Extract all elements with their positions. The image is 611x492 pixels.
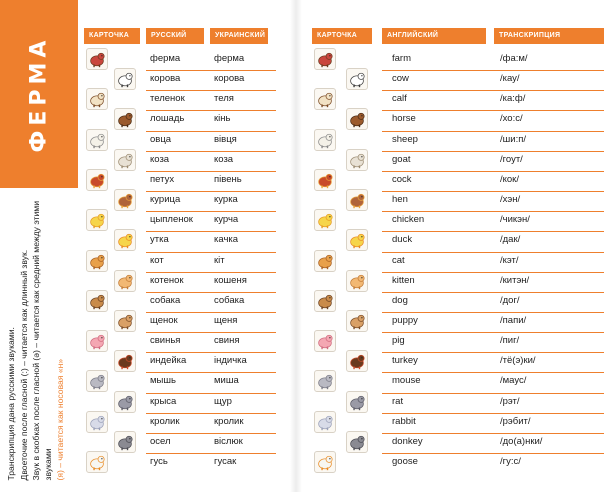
dog-icon [86,290,108,312]
note-line: Звук в скобках после гласной (ә) – читается как средний между этими звуками [31,200,53,480]
russian-word: теленок [150,93,185,105]
table-row [146,413,276,433]
row-divider [146,272,276,273]
puppy-icon [115,311,135,331]
section-banner [0,0,78,188]
calf-icon [315,89,335,109]
rat-icon [115,392,135,412]
row-divider [382,252,604,253]
cow-icon [114,68,136,90]
row-divider [146,191,276,192]
puppy-icon [346,310,368,332]
pig-icon [87,331,107,351]
table-row [382,352,604,372]
english-word: duck [392,234,413,246]
ukrainian-word: корова [214,73,245,85]
horse-icon [115,109,135,129]
transcription: /китэн/ [500,274,530,286]
puppy-icon [114,310,136,332]
ukrainian-word: собака [214,294,245,306]
english-word: mouse [392,375,421,387]
goat-icon [347,150,367,170]
english-word: cock [392,173,412,185]
row-divider [382,70,604,71]
row-divider [382,272,604,273]
transcription: /чикэн/ [500,214,530,226]
mouse-icon [87,371,107,391]
calf-icon [87,89,107,109]
row-divider [382,211,604,212]
cow-icon [346,68,368,90]
english-word: goose [392,456,418,467]
ukrainian-word: віслюк [214,435,243,447]
duck-icon [115,230,135,250]
sheep-icon [314,129,336,151]
duck-icon [346,229,368,251]
transcription: /кау/ [500,73,520,85]
row-divider [382,90,604,91]
goat-icon [115,150,135,170]
table-row [146,110,276,130]
kitten-icon [347,271,367,291]
russian-word: крыса [150,395,177,407]
english-word: hen [392,194,408,206]
ukrainian-word: коза [214,153,234,165]
rabbit-icon [315,412,335,432]
kitten-icon [115,271,135,291]
russian-word: мышь [150,375,176,387]
farm-icon [87,49,107,69]
goose-icon [86,451,108,473]
calf-icon [86,88,108,110]
header-ukrainian: УКРАИНСКИЙ [210,28,268,44]
table-row [382,393,604,413]
hen-icon [347,190,367,210]
table-row [382,110,604,130]
table-row [382,332,604,352]
english-word: horse [392,113,416,125]
header-card: КАРТОЧКА [84,28,140,44]
transcription: /фа:м/ [500,53,528,64]
rooster-icon [314,169,336,191]
table-row [382,171,604,191]
table-row [382,252,604,272]
row-divider [382,393,604,394]
table-row [382,191,604,211]
kitten-icon [346,270,368,292]
table-row [146,252,276,272]
russian-word: осел [150,435,171,447]
table-row [382,453,604,473]
ukrainian-word: щеня [214,314,238,326]
goat-icon [346,149,368,171]
transcription: /дог/ [500,294,520,306]
table-row [146,171,276,191]
donkey-icon [346,431,368,453]
horse-icon [346,108,368,130]
row-divider [382,453,604,454]
ukrainian-word: свиня [214,335,240,347]
cat-icon [86,250,108,272]
table-row [146,191,276,211]
sheep-icon [87,130,107,150]
table-row [146,90,276,110]
english-word: sheep [392,133,418,145]
hen-icon [114,189,136,211]
table-row [146,70,276,90]
table-row [146,50,276,70]
ukrainian-word: кіт [214,254,225,266]
transcription: /гу:с/ [500,456,521,467]
table-row [146,352,276,372]
english-word: puppy [392,314,418,326]
chick-icon [315,210,335,230]
english-word: rat [392,395,404,407]
russian-word: курица [150,194,181,206]
turkey-icon [115,351,135,371]
rat-icon [346,391,368,413]
header-russian: РУССКИЙ [146,28,204,44]
table-row [382,50,604,70]
goose-icon [87,452,107,472]
table-row [146,332,276,352]
donkey-icon [115,432,135,452]
ukrainian-word: курка [214,194,238,206]
turkey-icon [114,350,136,372]
row-divider [146,90,276,91]
dog-icon [314,290,336,312]
russian-word: цыпленок [150,214,193,226]
note-line: (я) – читается как носовая «н» [55,358,65,480]
rooster-icon [86,169,108,191]
rabbit-icon [87,412,107,432]
row-divider [146,352,276,353]
table-row [146,131,276,151]
row-divider [382,433,604,434]
english-word: calf [392,93,407,105]
transcription: /маус/ [500,375,527,387]
russian-word: котенок [150,274,184,286]
row-divider [146,433,276,434]
table-row [146,151,276,171]
english-word: goat [392,153,411,165]
donkey-icon [347,432,367,452]
russian-word: ферма [150,53,181,64]
goat-icon [114,149,136,171]
calf-icon [314,88,336,110]
russian-word: щенок [150,314,178,326]
hen-icon [346,189,368,211]
ukrainian-word: кролик [214,415,244,427]
table-row [146,211,276,231]
horse-icon [347,109,367,129]
header-transcription: ТРАНСКРИПЦИЯ [494,28,604,44]
sheep-icon [86,129,108,151]
transcription: /хэн/ [500,194,521,206]
transcription: /рэт/ [500,395,520,407]
row-divider [146,413,276,414]
english-word: dog [392,294,408,306]
farm-icon [314,48,336,70]
note-line: Транскрипция дана русскими звуками. [6,326,16,480]
cat-icon [315,251,335,271]
table-row [382,372,604,392]
row-divider [382,151,604,152]
russian-word: кролик [150,415,180,427]
table-row [382,211,604,231]
russian-word: индейка [150,355,187,367]
table-row [146,292,276,312]
english-word: rabbit [392,415,416,427]
russian-word: гусь [150,456,168,467]
donkey-icon [114,431,136,453]
row-divider [146,252,276,253]
ukrainian-word: індичка [214,355,247,367]
row-divider [146,131,276,132]
page-gutter [290,0,302,492]
row-divider [382,413,604,414]
row-divider [382,312,604,313]
chick-icon [314,209,336,231]
transcription: /рэбит/ [500,415,531,427]
transcription: /ка:ф/ [500,93,526,105]
ukrainian-word: гусак [214,456,237,467]
mouse-icon [86,370,108,392]
transcription: /тё(э)ки/ [500,355,536,367]
table-row [382,272,604,292]
row-divider [382,352,604,353]
transcription: /ши:п/ [500,133,526,145]
row-divider [146,151,276,152]
dog-icon [87,291,107,311]
row-divider [146,231,276,232]
ukrainian-word: щур [214,395,232,407]
english-word: pig [392,335,405,347]
turkey-icon [346,350,368,372]
row-divider [146,211,276,212]
table-row [146,312,276,332]
hen-icon [115,190,135,210]
table-row [382,70,604,90]
russian-word: лошадь [150,113,185,125]
ukrainian-word: вівця [214,133,237,145]
ukrainian-word: ферма [214,53,245,64]
table-row [146,433,276,453]
dog-icon [315,291,335,311]
table-row [146,372,276,392]
row-divider [146,393,276,394]
table-row [382,131,604,151]
row-divider [146,292,276,293]
cow-icon [115,69,135,89]
ukrainian-word: кінь [214,113,231,125]
farm-icon [86,48,108,70]
row-divider [146,171,276,172]
cat-icon [87,251,107,271]
duck-icon [114,229,136,251]
table-row [382,312,604,332]
mouse-icon [315,371,335,391]
table-row [382,151,604,171]
english-word: turkey [392,355,418,367]
english-word: cat [392,254,405,266]
rat-icon [114,391,136,413]
pig-icon [86,330,108,352]
sheep-icon [315,130,335,150]
header-card: КАРТОЧКА [312,28,372,44]
chick-icon [86,209,108,231]
row-divider [146,312,276,313]
row-divider [146,70,276,71]
kitten-icon [114,270,136,292]
section-title: ФЕРМА [26,35,52,153]
duck-icon [347,230,367,250]
rabbit-icon [314,411,336,433]
mouse-icon [314,370,336,392]
russian-word: собака [150,294,181,306]
row-divider [382,231,604,232]
row-divider [382,110,604,111]
english-word: cow [392,73,409,85]
row-divider [146,332,276,333]
transcription: /гоут/ [500,153,523,165]
transcription: /папи/ [500,314,527,326]
row-divider [382,171,604,172]
russian-word: овца [150,133,172,145]
notes-text [6,200,68,480]
russian-word: кот [150,254,164,266]
note-line: Двоеточие после гласной (:) – читается как длинный звук. [18,249,29,480]
russian-word: коза [150,153,170,165]
russian-word: свинья [150,335,181,347]
table-row [146,272,276,292]
puppy-icon [347,311,367,331]
table-row [382,90,604,110]
english-word: kitten [392,274,415,286]
row-divider [382,292,604,293]
transcription: /до(а)нки/ [500,435,543,447]
table-row [382,231,604,251]
rooster-icon [87,170,107,190]
table-row [146,231,276,251]
rabbit-icon [86,411,108,433]
goose-icon [314,451,336,473]
transcription-notes [6,200,76,480]
horse-icon [114,108,136,130]
rat-icon [347,392,367,412]
row-divider [382,131,604,132]
ukrainian-word: півень [214,173,242,185]
goose-icon [315,452,335,472]
row-divider [382,372,604,373]
transcription: /кэт/ [500,254,519,266]
russian-word: корова [150,73,181,85]
russian-word: утка [150,234,169,246]
row-divider [382,332,604,333]
english-word: farm [392,53,411,64]
table-row [146,453,276,473]
row-divider [146,453,276,454]
table-row [146,393,276,413]
farm-icon [315,49,335,69]
cow-icon [347,69,367,89]
russian-word: петух [150,173,175,185]
row-divider [146,110,276,111]
header-english: АНГЛИЙСКИЙ [382,28,486,44]
turkey-icon [347,351,367,371]
pig-icon [315,331,335,351]
row-divider [146,372,276,373]
row-divider [382,191,604,192]
pig-icon [314,330,336,352]
table-row [382,292,604,312]
english-word: donkey [392,435,423,447]
cat-icon [314,250,336,272]
table-row [382,433,604,453]
ukrainian-word: миша [214,375,239,387]
english-word: chicken [392,214,425,226]
transcription: /пиг/ [500,335,520,347]
transcription: /хо:с/ [500,113,523,125]
ukrainian-word: кошеня [214,274,247,286]
chick-icon [87,210,107,230]
rooster-icon [315,170,335,190]
ukrainian-word: курча [214,214,239,226]
table-row [382,413,604,433]
transcription: /дак/ [500,234,521,246]
ukrainian-word: качка [214,234,239,246]
ukrainian-word: теля [214,93,234,105]
transcription: /кок/ [500,173,519,185]
